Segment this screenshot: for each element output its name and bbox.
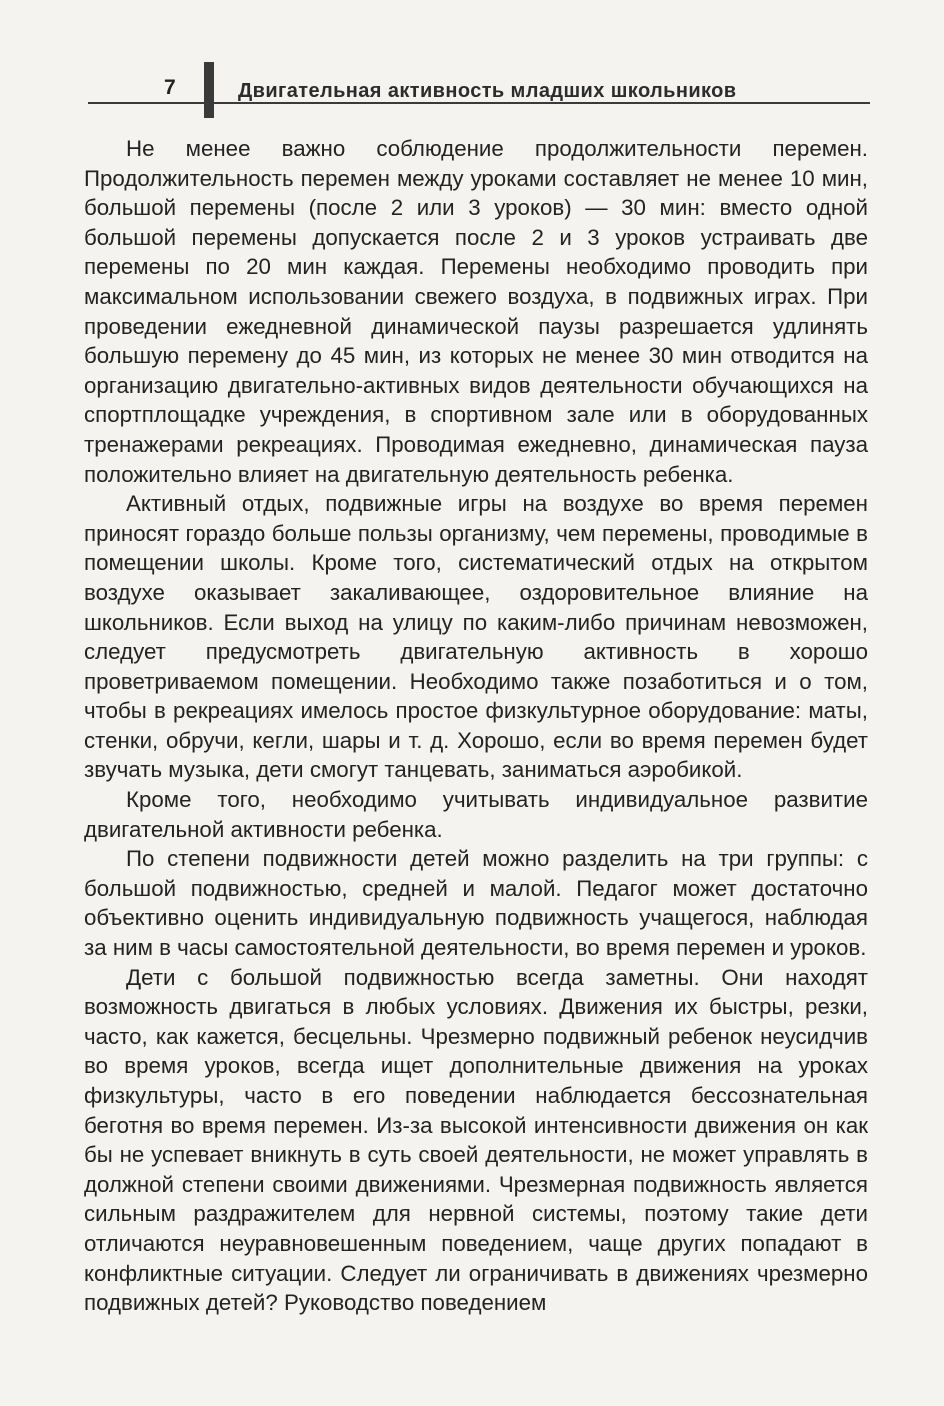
- paragraph: Активный отдых, подвижные игры на воздухе во время перемен приносят гораздо больше пользы организму, чем перемены, проводимые в помещении школы. Кроме того, систематический отдых на открытом воздухе оказывает закаливающее, оздоровительное влияние на школьников. Если выход на улицу по каким-либо причинам невозможен, следует предусмотреть двигательную активность в хорошо проветриваемом помещении. Необходимо также позаботиться и о том, чтобы в рекреациях имелось простое физкультурное оборудование: маты, стенки, обручи, кегли, шары и т. д. Хорошо, если во время перемен будет звучать музыка, дети смогут танцевать, заниматься аэробикой.: [84, 491, 868, 783]
- paragraph: Не менее важно соблюдение продолжительности перемен. Продолжительность перемен между уроками составляет не менее 10 мин, большой перемены (после 2 или 3 уроков) — 30 мин: вместо одной большой перемены допускается после 2 и 3 уроков устраивать две перемены по 20 мин каждая. Перемены необходимо проводить при максимальном использовании свежего воздуха, в подвижных играх. При проведении ежедневной динамической паузы разрешается удлинять большую перемену до 45 мин, из которых не менее 30 мин отводится на организацию двигательно-активных видов деятельности обучающихся на спортплощадке учреждения, в спортивном зале или в оборудованных тренажерами рекреациях. Проводимая ежедневно, динамическая пауза положительно влияет на двигательную деятельность ребенка.: [84, 136, 868, 487]
- chapter-title: Двигательная активность младших школьников: [238, 80, 737, 102]
- page-number: 7: [164, 76, 177, 99]
- header-rule: [88, 102, 870, 104]
- body-text: [84, 134, 868, 1318]
- running-header: [88, 62, 870, 114]
- header-divider-bar: [204, 62, 214, 118]
- paragraph: По степени подвижности детей можно разделить на три группы: с большой подвижностью, средней и малой. Педагог может достаточно объективно оценить индивидуальную подвижность учащегося, наблюдая за ним в часы самостоятельной деятельности, во время перемен и уроков.: [84, 846, 868, 961]
- paragraph: Кроме того, необходимо учитывать индивидуальное развитие двигательной активности ребенка.: [84, 787, 868, 842]
- paragraph: Дети с большой подвижностью всегда заметны. Они находят возможность двигаться в любых условиях. Движения их быстры, резки, часто, как кажется, бесцельны. Чрезмерно подвижный ребенок неусидчив во время уроков, всегда ищет дополнительные движения на уроках физкультуры, часто в его поведении наблюдается бессознательная беготня во время перемен. Из-за высокой интенсивности движения он как бы не успевает вникнуть в суть своей деятельности, не может управлять в должной степени своими движениями. Чрезмерная подвижность является сильным раздражителем для нервной системы, поэтому такие дети отличаются неуравновешенным поведением, чаще других попадают в конфликтные ситуации. Следует ли ограничивать в движениях чрезмерно подвижных детей? Руководство поведением: [84, 964, 868, 1316]
